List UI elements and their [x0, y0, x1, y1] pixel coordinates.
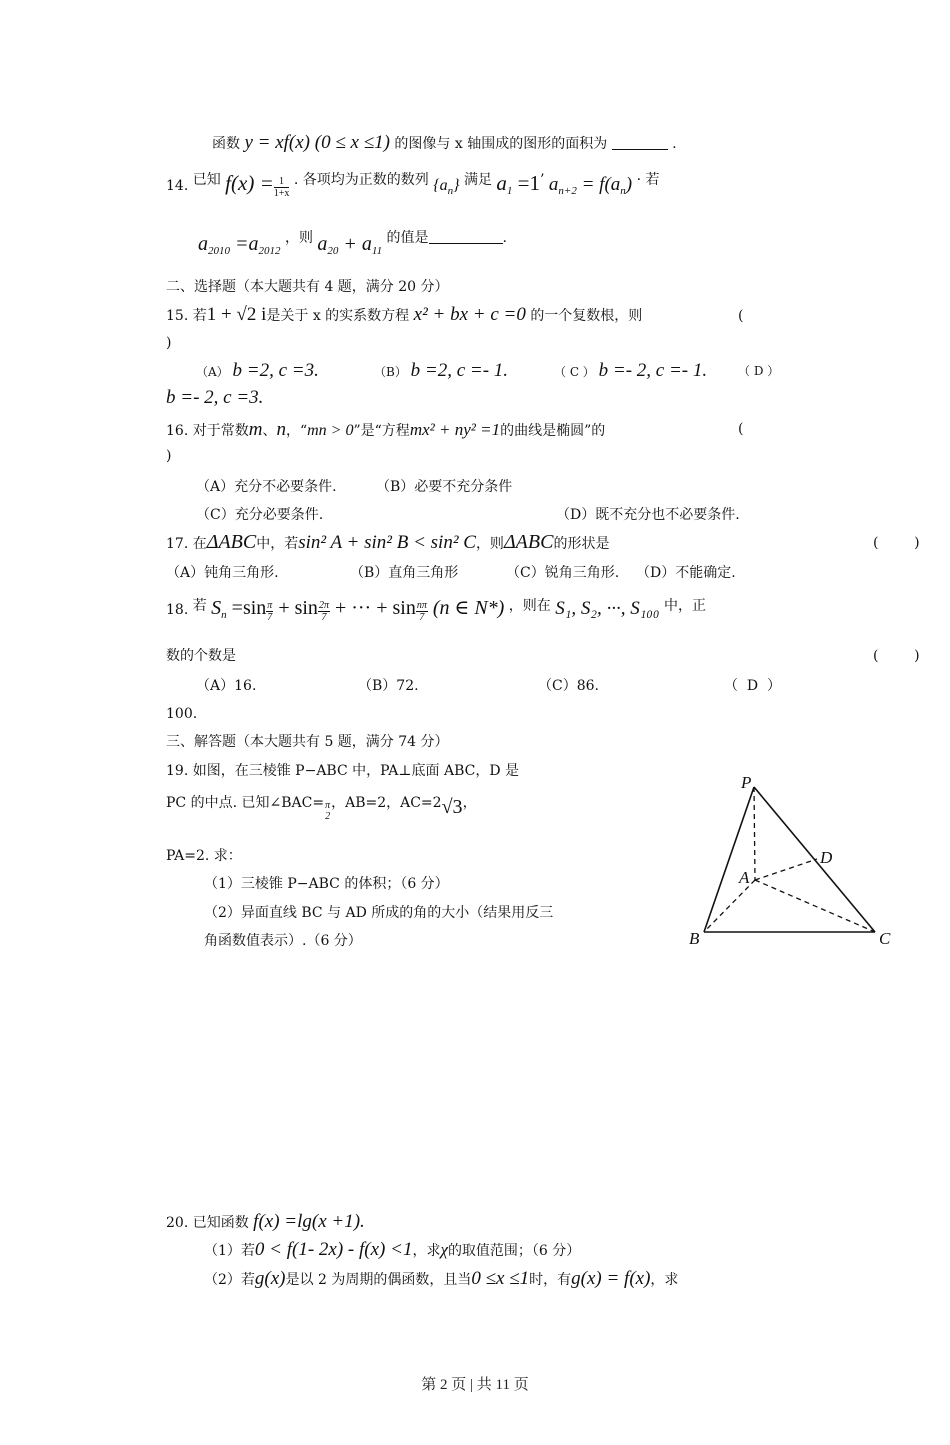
seq-text: {a: [433, 177, 448, 194]
section-heading-choice: 二、选择题（本大题共有 4 题，满分 20 分）: [166, 279, 449, 295]
option-b-text: b =2, c =- 1.: [410, 360, 509, 381]
q20-part2-label: （2）若: [204, 1272, 255, 1288]
pyramid-diagram: [680, 765, 910, 955]
q14-function: f(x) =: [225, 171, 274, 195]
q18-text: ，则在: [508, 598, 551, 614]
section-heading-answer: 三、解答题（本大题共有 5 题，满分 74 分）: [166, 734, 449, 750]
vertex-label-d: D: [820, 848, 833, 867]
q15-equation: x² + bx + c =0: [413, 304, 526, 325]
option-c-text: 86.: [576, 678, 599, 694]
answer-blank: [612, 135, 668, 150]
answer-paren-close: ): [166, 335, 172, 351]
q16-option-b: [376, 477, 512, 497]
q19-text: 如图，在三棱锥 P−ABC 中，PA⊥底面 ABC，D 是: [192, 763, 520, 779]
q14-end: .: [502, 230, 507, 246]
q17-triangle: ΔABC: [206, 531, 257, 553]
option-a-label: （A）: [166, 565, 205, 581]
q14-line2: [198, 228, 507, 261]
q14-text: ，则: [284, 230, 313, 246]
option-c-label: （C）: [196, 507, 235, 523]
sn-var: S: [211, 597, 222, 619]
question-number: 19.: [166, 763, 189, 779]
option-c-label: （C）: [506, 565, 545, 581]
fraction-denominator: 1+x: [273, 188, 290, 199]
option-b-label: （B）: [376, 479, 415, 495]
plus: + sin: [273, 597, 318, 619]
q20-inequality: 0 < f(1- 2x) - f(x) <1: [254, 1239, 413, 1260]
answer-paren-close: ): [166, 448, 172, 464]
q20-function: f(x) =lg(x +1).: [253, 1211, 365, 1232]
a1-var: a: [496, 171, 507, 195]
q17-text: ，则: [475, 536, 504, 552]
den: 7: [267, 612, 273, 623]
q17-option-c: [506, 563, 619, 583]
q20-text: 是以 2 为周期的偶函数，且当: [285, 1272, 472, 1288]
q16-option-c: [196, 505, 323, 525]
q16-sep: 、: [262, 423, 277, 439]
answer-blank: [429, 229, 503, 244]
q17-text: 的形状是: [553, 536, 610, 552]
q14-sequence: [433, 177, 460, 197]
plus: + ··· + sin: [329, 597, 416, 619]
q15-option-d: [166, 388, 263, 409]
q17-triangle: ΔABC: [503, 531, 554, 553]
q19-part2: （2）异面直线 BC 与 AD 所成的角的大小（结果用反三: [204, 905, 554, 921]
option-d-text: 不能确定.: [675, 565, 736, 581]
q15-text: 的一个复数根，则: [530, 308, 643, 324]
question-number: 14.: [166, 178, 189, 194]
q18-option-b: [358, 676, 419, 696]
q17-option-b: [350, 563, 458, 583]
q13-formula: y = xf(x) (0 ≤ x ≤1): [244, 132, 390, 153]
question-number: 18.: [166, 602, 189, 618]
option-d-label: （D）: [636, 565, 676, 581]
option-d-text: 既不充分也不必要条件.: [595, 507, 740, 523]
q19-line2: [166, 793, 477, 822]
question-number: 17.: [166, 536, 189, 552]
option-c-label: （C）: [538, 678, 577, 694]
vertex-label-a: A: [739, 868, 750, 887]
vertex-label-b: B: [689, 929, 700, 948]
q19-part2-cont: 角函数值表示）.（6 分）: [204, 933, 362, 949]
eq: =a: [230, 233, 259, 255]
q19-line3: PA=2. 求：: [166, 848, 242, 864]
option-a-label: （A）: [196, 479, 235, 495]
option-a-label: （A）: [196, 678, 235, 694]
answer-paren-open: (: [738, 421, 744, 437]
den: 7: [321, 612, 327, 623]
q16-line1: [166, 420, 605, 441]
q13-end: .: [672, 136, 677, 152]
q16-m: m: [248, 419, 263, 440]
q14-line1: [166, 170, 659, 201]
q17-option-a: [166, 563, 279, 583]
q18-text: 中，正: [663, 598, 706, 614]
option-c-text: b =- 2, c =- 1.: [598, 360, 708, 381]
q20-text: ，求: [412, 1243, 441, 1259]
q15-line1: [166, 305, 642, 326]
a1-sub: 1: [506, 185, 513, 197]
option-d-text: b =- 2, c =3.: [166, 387, 264, 408]
q15-text: 若: [192, 308, 207, 324]
option-a-label: （A）: [196, 365, 229, 379]
question-number: 16.: [166, 423, 189, 439]
q14-text: 的值是: [386, 230, 429, 246]
q17-option-d: [636, 563, 736, 583]
option-d-label: （ D ）: [738, 364, 780, 378]
q17-text: 在: [192, 536, 207, 552]
num: nπ: [416, 600, 427, 611]
q20-text: 的取值范围；（6 分）: [447, 1243, 581, 1259]
q17-line1: [166, 532, 609, 554]
page-footer: 第 2 页 | 共 11 页: [421, 1377, 529, 1393]
eq: =sin: [226, 597, 267, 619]
answer-paren-open: (: [738, 308, 744, 324]
option-c-text: 锐角三角形.: [544, 565, 620, 581]
den: 7: [419, 612, 425, 623]
q14-recurrence: [549, 174, 632, 195]
option-b-label: （B）: [350, 565, 389, 581]
a1-rhs: =1: [512, 171, 540, 195]
q15-option-b: [374, 361, 508, 382]
q17-inequality: sin² A + sin² B < sin² C: [298, 532, 476, 553]
q20-var: χ: [440, 1240, 448, 1259]
q16-text: ，“: [285, 423, 308, 439]
answer-paren: ( ): [873, 648, 920, 664]
option-b-text: 直角三角形: [388, 565, 459, 581]
seq-sub: n: [447, 185, 454, 197]
option-c-label: （ C ）: [554, 365, 595, 379]
q16-condition: mn > 0: [307, 422, 354, 439]
q16-text: ”是“方程: [353, 423, 410, 439]
answer-paren: ( ): [873, 535, 920, 551]
option-d-label: （D）: [556, 507, 596, 523]
q14-text: . 各项均为正数的数列: [293, 172, 429, 188]
option-c-text: 充分必要条件.: [234, 507, 324, 523]
option-d-text: 100.: [166, 706, 198, 722]
option-a-text: 充分不必要条件.: [234, 479, 337, 495]
q15-option-c: [554, 361, 707, 382]
num: 2π: [318, 600, 329, 611]
q20-part1-label: （1）若: [204, 1243, 255, 1259]
sn-sub: n: [221, 609, 227, 621]
option-b-label: （B）: [358, 678, 397, 694]
q14-text: 已知: [192, 172, 221, 188]
var: a: [198, 233, 208, 255]
option-a-text: 16.: [234, 678, 257, 694]
rec-sub: n+2: [558, 185, 577, 197]
frac2: [318, 600, 330, 623]
option-a-text: b =2, c =3.: [232, 360, 319, 381]
q14-sum: [317, 233, 382, 255]
rec-rhs-sub: n: [620, 185, 626, 197]
q14-text: · 若: [636, 172, 660, 188]
plus: + a: [338, 233, 372, 255]
q13-text: 函数: [212, 136, 240, 152]
q20-equation: g(x) = f(x): [571, 1268, 651, 1289]
q20-text: 时，有: [529, 1272, 572, 1288]
sub: 2010: [208, 245, 230, 257]
q15-options-line: [196, 361, 319, 382]
question-number: 20.: [166, 1215, 189, 1231]
q18-list: S₁, S₂, ···, S₁₀₀: [555, 598, 660, 619]
option-b-label: （B）: [374, 365, 407, 379]
sub: 2012: [258, 245, 281, 257]
var: a: [317, 233, 328, 255]
q16-equation: mx² + ny² =1: [409, 420, 501, 439]
q14-fraction: [274, 176, 290, 199]
q19-line1: [166, 761, 519, 781]
solid-edges: [704, 787, 875, 932]
q20-range: 0 ≤x ≤1: [471, 1268, 530, 1289]
q20-text: 已知函数: [192, 1215, 249, 1231]
q18-line1: [166, 596, 706, 625]
q18-option-a: [196, 676, 256, 696]
q18-option-c: [538, 676, 599, 696]
q14-a1: [496, 171, 540, 195]
q19-text: ，: [462, 795, 477, 811]
q19-part1: （1）三棱锥 P−ABC 的体积；（6 分）: [204, 876, 449, 892]
q13-text: 的图像与 x 轴围成的图形的面积为: [394, 136, 608, 152]
q16-option-a: [196, 477, 337, 497]
q18-line2: 数的个数是: [166, 648, 236, 664]
frac3: [416, 600, 428, 623]
option-b-text: 必要不充分条件: [414, 479, 513, 495]
q18-sum: [211, 597, 505, 623]
vertex-label-c: C: [879, 929, 891, 948]
den: 2: [325, 811, 331, 822]
q20-text: ，求: [650, 1272, 679, 1288]
q20-part1: [204, 1240, 580, 1261]
q16-text: 对于常数: [192, 423, 249, 439]
q17-text: 中，若: [256, 536, 299, 552]
q18-text: 若: [192, 598, 207, 614]
comma: ’: [540, 172, 545, 188]
question-number: 15.: [166, 308, 189, 324]
option-b-text: 72.: [396, 678, 419, 694]
sub: 11: [371, 245, 383, 257]
q19-sqrt: √3: [441, 796, 463, 818]
q13-tail: [212, 133, 677, 154]
q15-root: 1 + √2 i: [206, 304, 267, 325]
q20-g: g(x): [254, 1268, 286, 1289]
q14-text: 满足: [463, 172, 492, 188]
q19-text: ，AB=2，AC=2: [331, 795, 442, 811]
q19-text: PC 的中点. 已知∠BAC=: [166, 795, 325, 811]
rec-end: ): [625, 174, 633, 195]
q15-text: 是关于 x 的实系数方程: [266, 308, 410, 324]
rec-var: a: [548, 174, 559, 195]
fraction-numerator: 1: [274, 176, 290, 188]
seq-end: }: [453, 177, 460, 194]
vertex-label-p: P: [741, 773, 752, 792]
option-a-text: 钝角三角形.: [204, 565, 279, 581]
sub: 20: [327, 245, 339, 257]
rec-rhs: = f(a: [576, 174, 621, 195]
option-d-label: （ D ）: [724, 678, 782, 694]
q20-line1: [166, 1212, 365, 1233]
q20-part2: [204, 1269, 678, 1290]
num: π: [325, 800, 331, 811]
q14-equality: [198, 233, 281, 255]
q16-text: 的曲线是椭圆”的: [500, 423, 606, 439]
domain: (n ∈ N*): [427, 597, 505, 619]
q16-n: n: [276, 419, 286, 440]
num: π: [267, 600, 273, 611]
q16-option-d: [556, 505, 740, 525]
